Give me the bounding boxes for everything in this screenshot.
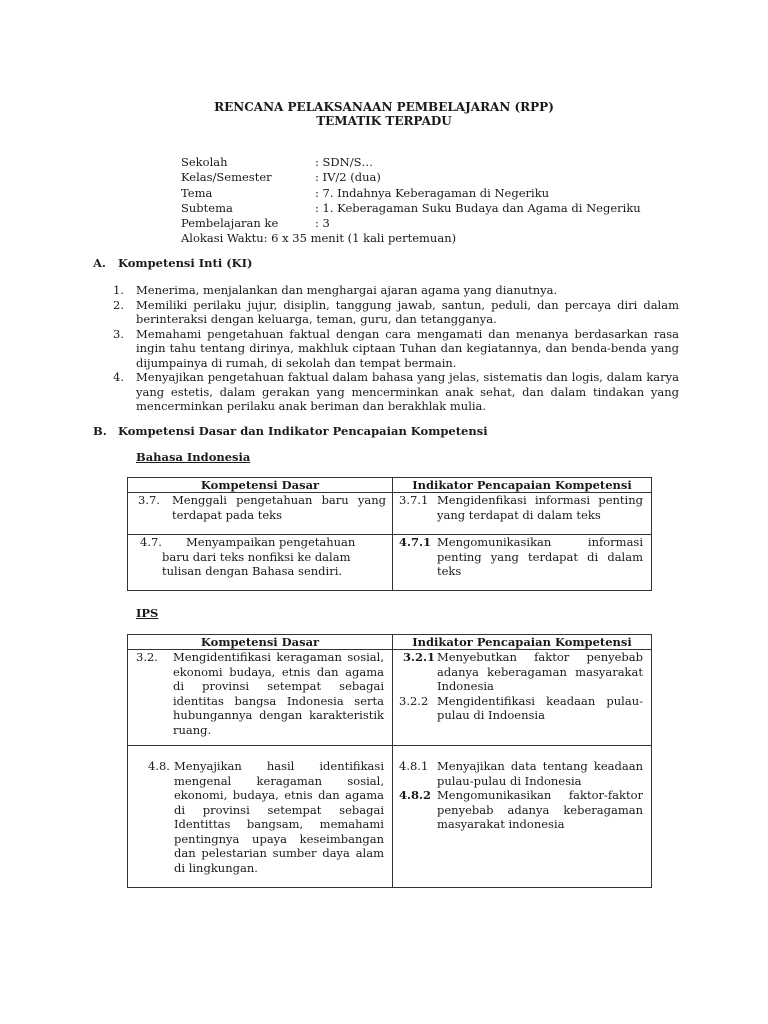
- meta-label: Subtema: [181, 200, 233, 215]
- section-letter: B.: [93, 424, 107, 438]
- indicator-text: Mengomunikasikan faktor-faktor penyebab adanya keberagaman masyarakat indonesia: [437, 788, 643, 831]
- time-allocation: Alokasi Waktu: 6 x 35 menit (1 kali pertemuan): [181, 231, 457, 246]
- kd-text: Menggali pengetahuan baru yang terdapat pada teks: [172, 493, 386, 522]
- column-header: Indikator Pencapaian Kompetensi: [393, 478, 652, 493]
- meta-row-tema: [181, 186, 701, 201]
- indicator-number: 3.7.1: [399, 493, 429, 507]
- meta-row-pembelajaran: [181, 216, 701, 231]
- list-item-text: Menyajikan pengetahuan faktual dalam bahasa yang jelas, sistematis dan logis, dalam karya yang estetis, dalam gerakan yang mencerminkan anak sehat, dan dalam tindakan yang mencerminkan perilaku anak beriman dan berakhlak mulia.: [136, 370, 679, 413]
- list-item-number: 2.: [113, 297, 124, 312]
- section-letter: A.: [93, 256, 106, 270]
- indicator-number: 4.7.1: [399, 535, 432, 549]
- document-subtitle: TEMATIK TERPADU: [316, 114, 452, 128]
- indicator-entry: [393, 650, 651, 694]
- meta-label: Kelas/Semester: [181, 170, 272, 185]
- kd-entry: [128, 535, 392, 579]
- indicator-text: Mengidenfikasi informasi penting yang terdapat di dalam teks: [437, 493, 643, 522]
- table-row: [128, 535, 652, 591]
- section-b-heading: [93, 424, 488, 439]
- meta-label: Pembelajaran ke: [181, 216, 279, 231]
- list-item-text: Memahami pengetahuan faktual dengan cara mengamati dan menanya berdasarkan rasa ingin tahu tentang dirinya, makhluk ciptaan Tuhan dan kegiatannya, dan benda-benda yang dijumpainya di rumah, di sekolah dan tempat bermain.: [136, 326, 679, 370]
- table-row: [128, 650, 652, 746]
- subject-heading-bahasa: Bahasa Indonesia: [136, 450, 251, 464]
- kd-entry: [128, 746, 392, 875]
- indicator-number: 4.8.1: [399, 759, 429, 773]
- table-cell: [128, 746, 393, 888]
- meta-value: : 1. Keberagaman Suku Budaya dan Agama di Negeriku: [315, 200, 641, 215]
- indicator-entry: [393, 493, 651, 522]
- list-item-number: 3.: [113, 326, 124, 341]
- meta-value: : SDN/S…: [315, 155, 373, 169]
- meta-row-sekolah: [181, 155, 701, 170]
- indicator-entry: [393, 746, 651, 788]
- kd-text: Menyampaikan pengetahuan baru dari teks nonfiksi ke dalam tulisan dengan Bahasa sendiri.: [162, 535, 356, 578]
- document-title: RENCANA PELAKSANAAN PEMBELAJARAN (RPP): [214, 100, 554, 114]
- kd-entry: [128, 650, 392, 737]
- table-cell: [393, 535, 652, 591]
- meta-label: Tema: [181, 185, 213, 200]
- identity-block: [181, 155, 701, 247]
- kd-entry: [128, 493, 392, 522]
- column-header: Kompetensi Dasar: [128, 478, 393, 493]
- indicator-number: 4.8.2: [399, 788, 432, 802]
- indicator-text: Mengomunikasikan informasi penting yang terdapat di dalam teks: [437, 535, 643, 578]
- column-header: Kompetensi Dasar: [128, 635, 393, 650]
- list-item-text: Menerima, menjalankan dan menghargai ajaran agama yang dianutnya.: [136, 283, 558, 297]
- indicator-entry: [393, 535, 651, 579]
- table-cell: [128, 535, 393, 591]
- kd-text: Menyajikan hasil identifikasi mengenal keragaman sosial, ekonomi, budaya, etnis dan agama di provinsi setempat sebagai Identittas bangsam, memahami pentingnya upaya keseimbangan dan pelestarian sumber daya alam di lingkungan.: [174, 759, 384, 875]
- list-item: [113, 327, 679, 371]
- section-a-heading: [93, 256, 252, 271]
- kd-number: 4.7.: [140, 535, 162, 549]
- section-title: Kompetensi Inti (KI): [118, 256, 253, 270]
- table-cell: [393, 746, 652, 888]
- section-title: Kompetensi Dasar dan Indikator Pencapaian Kompetensi: [118, 424, 488, 438]
- kd-number: 3.2.: [136, 650, 158, 664]
- kd-number: 4.8.: [148, 759, 170, 773]
- ips-table: [127, 634, 652, 888]
- list-item-number: 4.: [113, 370, 124, 384]
- ki-list: [113, 283, 679, 414]
- column-header: Indikator Pencapaian Kompetensi: [393, 635, 652, 650]
- meta-label: Sekolah: [181, 155, 228, 169]
- table-cell: [393, 493, 652, 535]
- table-row: [128, 746, 652, 888]
- list-item: [113, 370, 679, 414]
- list-item: [113, 298, 679, 327]
- indicator-entry: [393, 694, 651, 723]
- meta-row-alokasi: [181, 231, 701, 246]
- bahasa-table: [127, 477, 652, 591]
- subject-heading-ips: IPS: [136, 606, 159, 620]
- table-cell: [128, 650, 393, 746]
- indicator-number: 3.2.1: [403, 650, 436, 664]
- meta-value: : IV/2 (dua): [315, 170, 381, 185]
- indicator-text: Menyebutkan faktor penyebab adanya keberagaman masyarakat Indonesia: [437, 650, 643, 693]
- meta-row-subtema: [181, 201, 701, 216]
- table-cell: [393, 650, 652, 746]
- list-item: [113, 283, 679, 298]
- table-cell: [128, 493, 393, 535]
- kd-number: 3.7.: [138, 493, 160, 507]
- indicator-text: Menyajikan data tentang keadaan pulau-pulau di Indonesia: [437, 759, 643, 788]
- indicator-text: Mengidentifikasi keadaan pulau-pulau di Indoensia: [437, 693, 643, 722]
- list-item-text: Memiliki perilaku jujur, disiplin, tanggung jawab, santun, peduli, dan percaya diri dalam berinteraksi dengan keluarga, teman, guru, dan tetangganya.: [136, 297, 679, 326]
- meta-row-kelas: [181, 170, 701, 185]
- table-row: [128, 493, 652, 535]
- table-header-row: [128, 478, 652, 493]
- indicator-entry: [393, 788, 651, 832]
- indicator-number: 3.2.2: [399, 693, 429, 708]
- meta-value: : 3: [315, 216, 330, 231]
- list-item-number: 1.: [113, 283, 124, 297]
- kd-text: Mengidentifikasi keragaman sosial, ekonomi budaya, etnis dan agama di provinsi setempat sebagai identitas bangsa Indonesia serta hubungannya dengan karakteristik ruang.: [173, 650, 384, 737]
- meta-value: : 7. Indahnya Keberagaman di Negeriku: [315, 185, 550, 200]
- table-header-row: [128, 635, 652, 650]
